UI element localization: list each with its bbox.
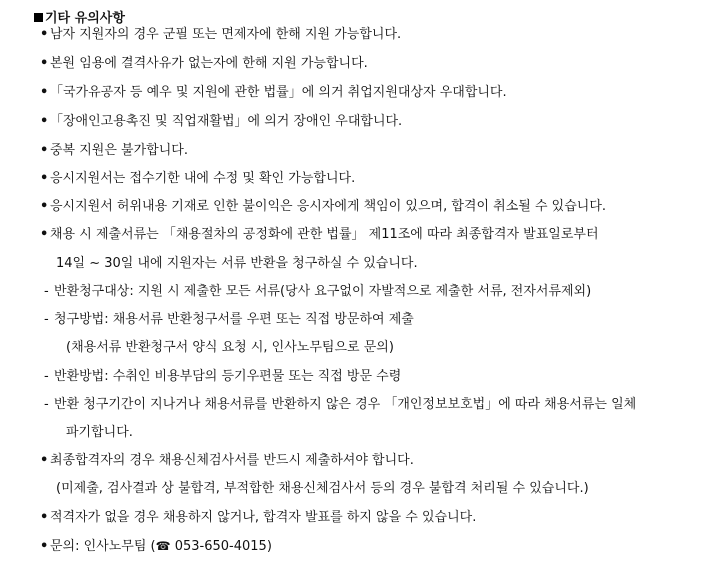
notice-subitem (44, 283, 591, 301)
dash-marker: - (44, 397, 49, 412)
notice-item (40, 26, 401, 44)
bullet-icon: • (40, 114, 49, 129)
notice-item (40, 142, 188, 160)
notice-continuation (56, 255, 418, 273)
notice-continuation (66, 424, 133, 442)
section-title-text: 기타 유의사항 (45, 11, 125, 26)
bullet-icon: • (40, 539, 49, 554)
notice-subitem (44, 396, 636, 414)
notice-item (40, 84, 507, 102)
bullet-icon: • (40, 510, 49, 525)
bullet-icon: • (40, 199, 49, 214)
notice-item (40, 226, 599, 244)
notice-text: 응시지원서는 접수기한 내에 수정 및 확인 가능합니다. (50, 171, 356, 186)
notice-text: 「장애인고용촉진 및 직업재활법」에 의거 장애인 우대합니다. (50, 114, 403, 129)
notice-item (40, 170, 355, 188)
contact-close-paren: ) (266, 539, 272, 554)
contact-item (40, 537, 272, 556)
dash-marker: - (44, 369, 49, 384)
bullet-icon: • (40, 56, 49, 71)
notice-text: 응시지원서 허위내용 기재로 인한 불이익은 응시자에게 책임이 있으며, 합격이 취소될 수 있습니다. (50, 199, 607, 214)
notice-text: 파기합니다. (66, 425, 133, 440)
notice-subitem (44, 368, 401, 386)
phone-number: 053-650-4015 (174, 539, 267, 554)
notice-item (40, 113, 402, 131)
notice-text: 적격자가 없을 경우 채용하지 않거나, 합격자 발표를 하지 않을 수 있습니다. (50, 510, 477, 525)
bullet-icon: • (40, 143, 49, 158)
notice-text: 「국가유공자 등 예우 및 지원에 관한 법률」에 의거 취업지원대상자 우대합니다. (50, 85, 507, 100)
dash-marker: - (44, 312, 49, 327)
bullet-icon: • (40, 85, 49, 100)
bullet-icon: • (40, 227, 49, 242)
phone-icon: ☎ (155, 539, 171, 553)
notice-text: 채용 시 제출서류는 「채용절차의 공정화에 관한 법률」 제11조에 따라 최종합격자 발표일로부터 (50, 227, 599, 242)
notice-continuation (56, 480, 589, 498)
notice-text: 남자 지원자의 경우 군필 또는 면제자에 한해 지원 가능합니다. (50, 27, 402, 42)
contact-label: 문의: 인사노무팀 ( (50, 539, 156, 554)
notice-text: 반환방법: 수취인 비용부담의 등기우편물 또는 직접 방문 수령 (54, 369, 402, 384)
notice-text: 반환 청구기간이 지나거나 채용서류를 반환하지 않은 경우 「개인정보보호법」에 따라 채용서류는 일체 (54, 397, 637, 412)
notice-item (40, 198, 606, 216)
bullet-icon: • (40, 453, 49, 468)
notice-text: 청구방법: 채용서류 반환청구서를 우편 또는 직접 방문하여 제출 (54, 312, 414, 327)
notice-subitem (44, 311, 414, 329)
section-title (34, 7, 125, 26)
notice-item (40, 452, 414, 470)
bullet-icon: • (40, 27, 49, 42)
notice-continuation (66, 339, 394, 357)
notice-text: 최종합격자의 경우 채용신체검사서를 반드시 제출하셔야 합니다. (50, 453, 414, 468)
notice-text: 반환청구대상: 지원 시 제출한 모든 서류(당사 요구없이 자발적으로 제출한 서류, 전자서류제외) (54, 284, 592, 299)
bullet-icon: • (40, 171, 49, 186)
notice-item (40, 55, 368, 73)
notice-item (40, 509, 476, 527)
notice-text: 본원 임용에 결격사유가 없는자에 한해 지원 가능합니다. (50, 56, 368, 71)
black-square-icon (34, 13, 43, 22)
notice-text: (미제출, 검사결과 상 불합격, 부적합한 채용신체검사서 등의 경우 불합격 처리될 수 있습니다.) (56, 481, 589, 496)
dash-marker: - (44, 284, 49, 299)
notice-text: 14일 ~ 30일 내에 지원자는 서류 반환을 청구하실 수 있습니다. (56, 256, 418, 271)
notice-text: 중복 지원은 불가합니다. (50, 143, 188, 158)
notice-text: (채용서류 반환청구서 양식 요청 시, 인사노무팀으로 문의) (66, 340, 394, 355)
